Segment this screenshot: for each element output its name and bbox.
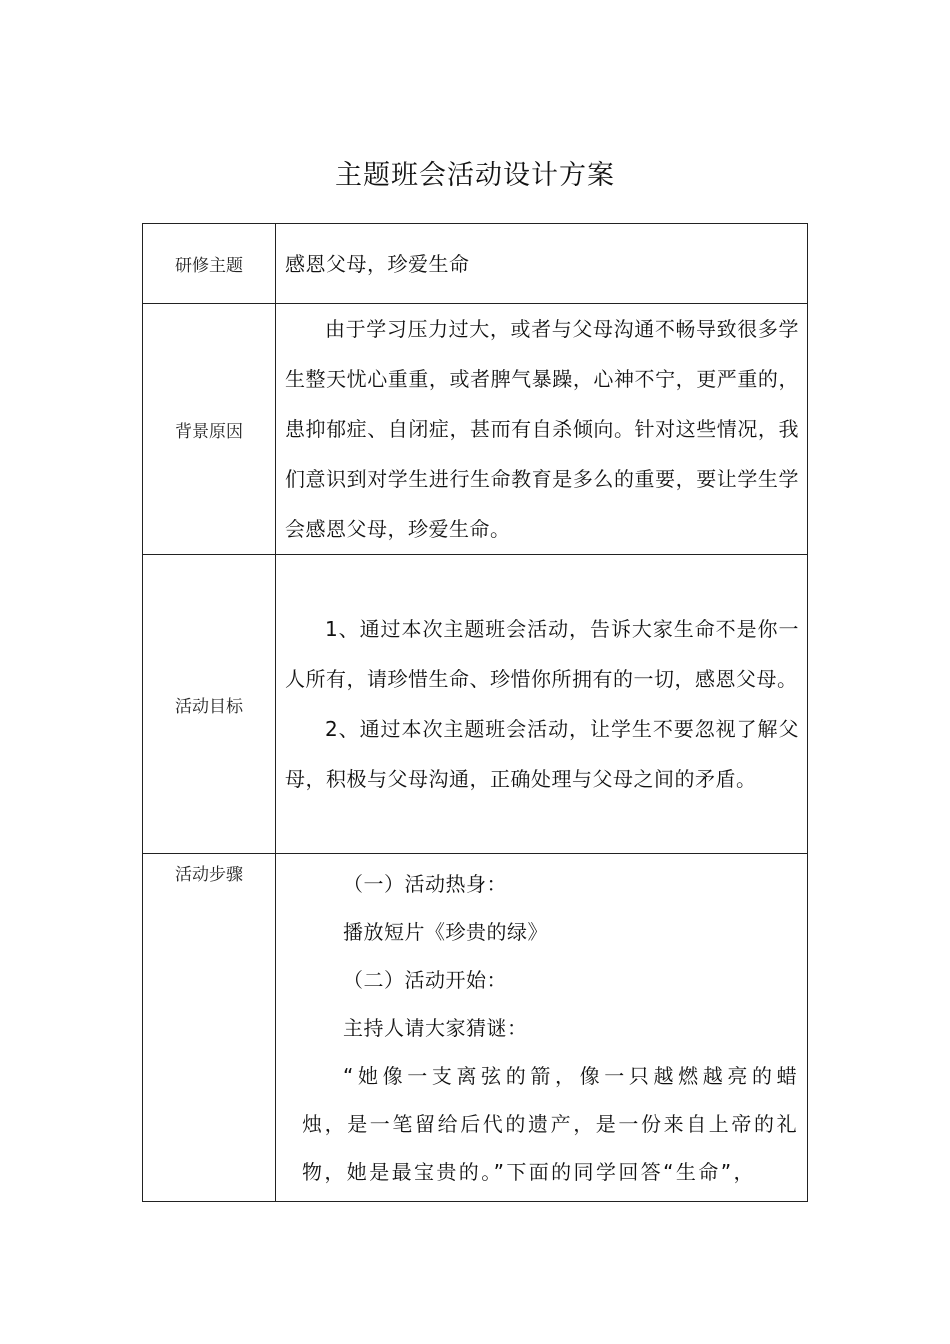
table-row-goals [143,555,808,854]
background-text: 由于学习压力过大，或者与父母沟通不畅导致很多学生整天忧心重重，或者脾气暴躁，心神不宁，更严重的，患抑郁症、自闭症，甚而有自杀倾向。针对这些情况，我们意识到对学生进行生命教育是多么的重要，要让学生学会感恩父母，珍爱生命。 [285,317,799,541]
page-title: 主题班会活动设计方案 [335,160,615,191]
theme-value: 感恩父母，珍爱生命 [285,251,470,276]
table-row-background [143,304,808,555]
table-row-steps [143,854,808,1202]
riddle-line-1: “她像一支离弦的箭，像一只越燃越亮的蜡 [343,1064,799,1088]
theme-cell [276,224,808,304]
theme-label: 研修主题 [143,224,276,304]
goals-label: 活动目标 [143,555,276,854]
plan-table [142,223,808,1202]
goal-item-1: 1、通过本次主题班会活动，告诉大家生命不是你一人所有，请珍惜生命、珍惜你所拥有的一切，感恩父母。 [285,617,799,691]
step-line-riddle-intro: 主持人请大家猜谜： [343,1016,528,1040]
step-line-warmup-video: 播放短片《珍贵的绿》 [343,920,548,944]
table-row-theme [143,224,808,304]
goal-item-2: 2、通过本次主题班会活动，让学生不要忽视了解父母，积极与父母沟通，正确处理与父母之间的矛盾。 [285,717,799,791]
steps-label: 活动步骤 [143,854,276,1202]
step-line-start-heading: （二）活动开始： [343,968,507,992]
background-cell [276,304,808,555]
step-line-warmup-heading: （一）活动热身： [343,872,507,896]
steps-content [285,854,799,1196]
steps-cell [276,854,808,1202]
background-label: 背景原因 [143,304,276,555]
riddle-line-3: 物，她是最宝贵的。”下面的同学回答“生命”， [302,1160,756,1184]
riddle-line-2: 烛，是一笔留给后代的遗产，是一份来自上帝的礼 [302,1112,799,1136]
goals-cell [276,555,808,854]
